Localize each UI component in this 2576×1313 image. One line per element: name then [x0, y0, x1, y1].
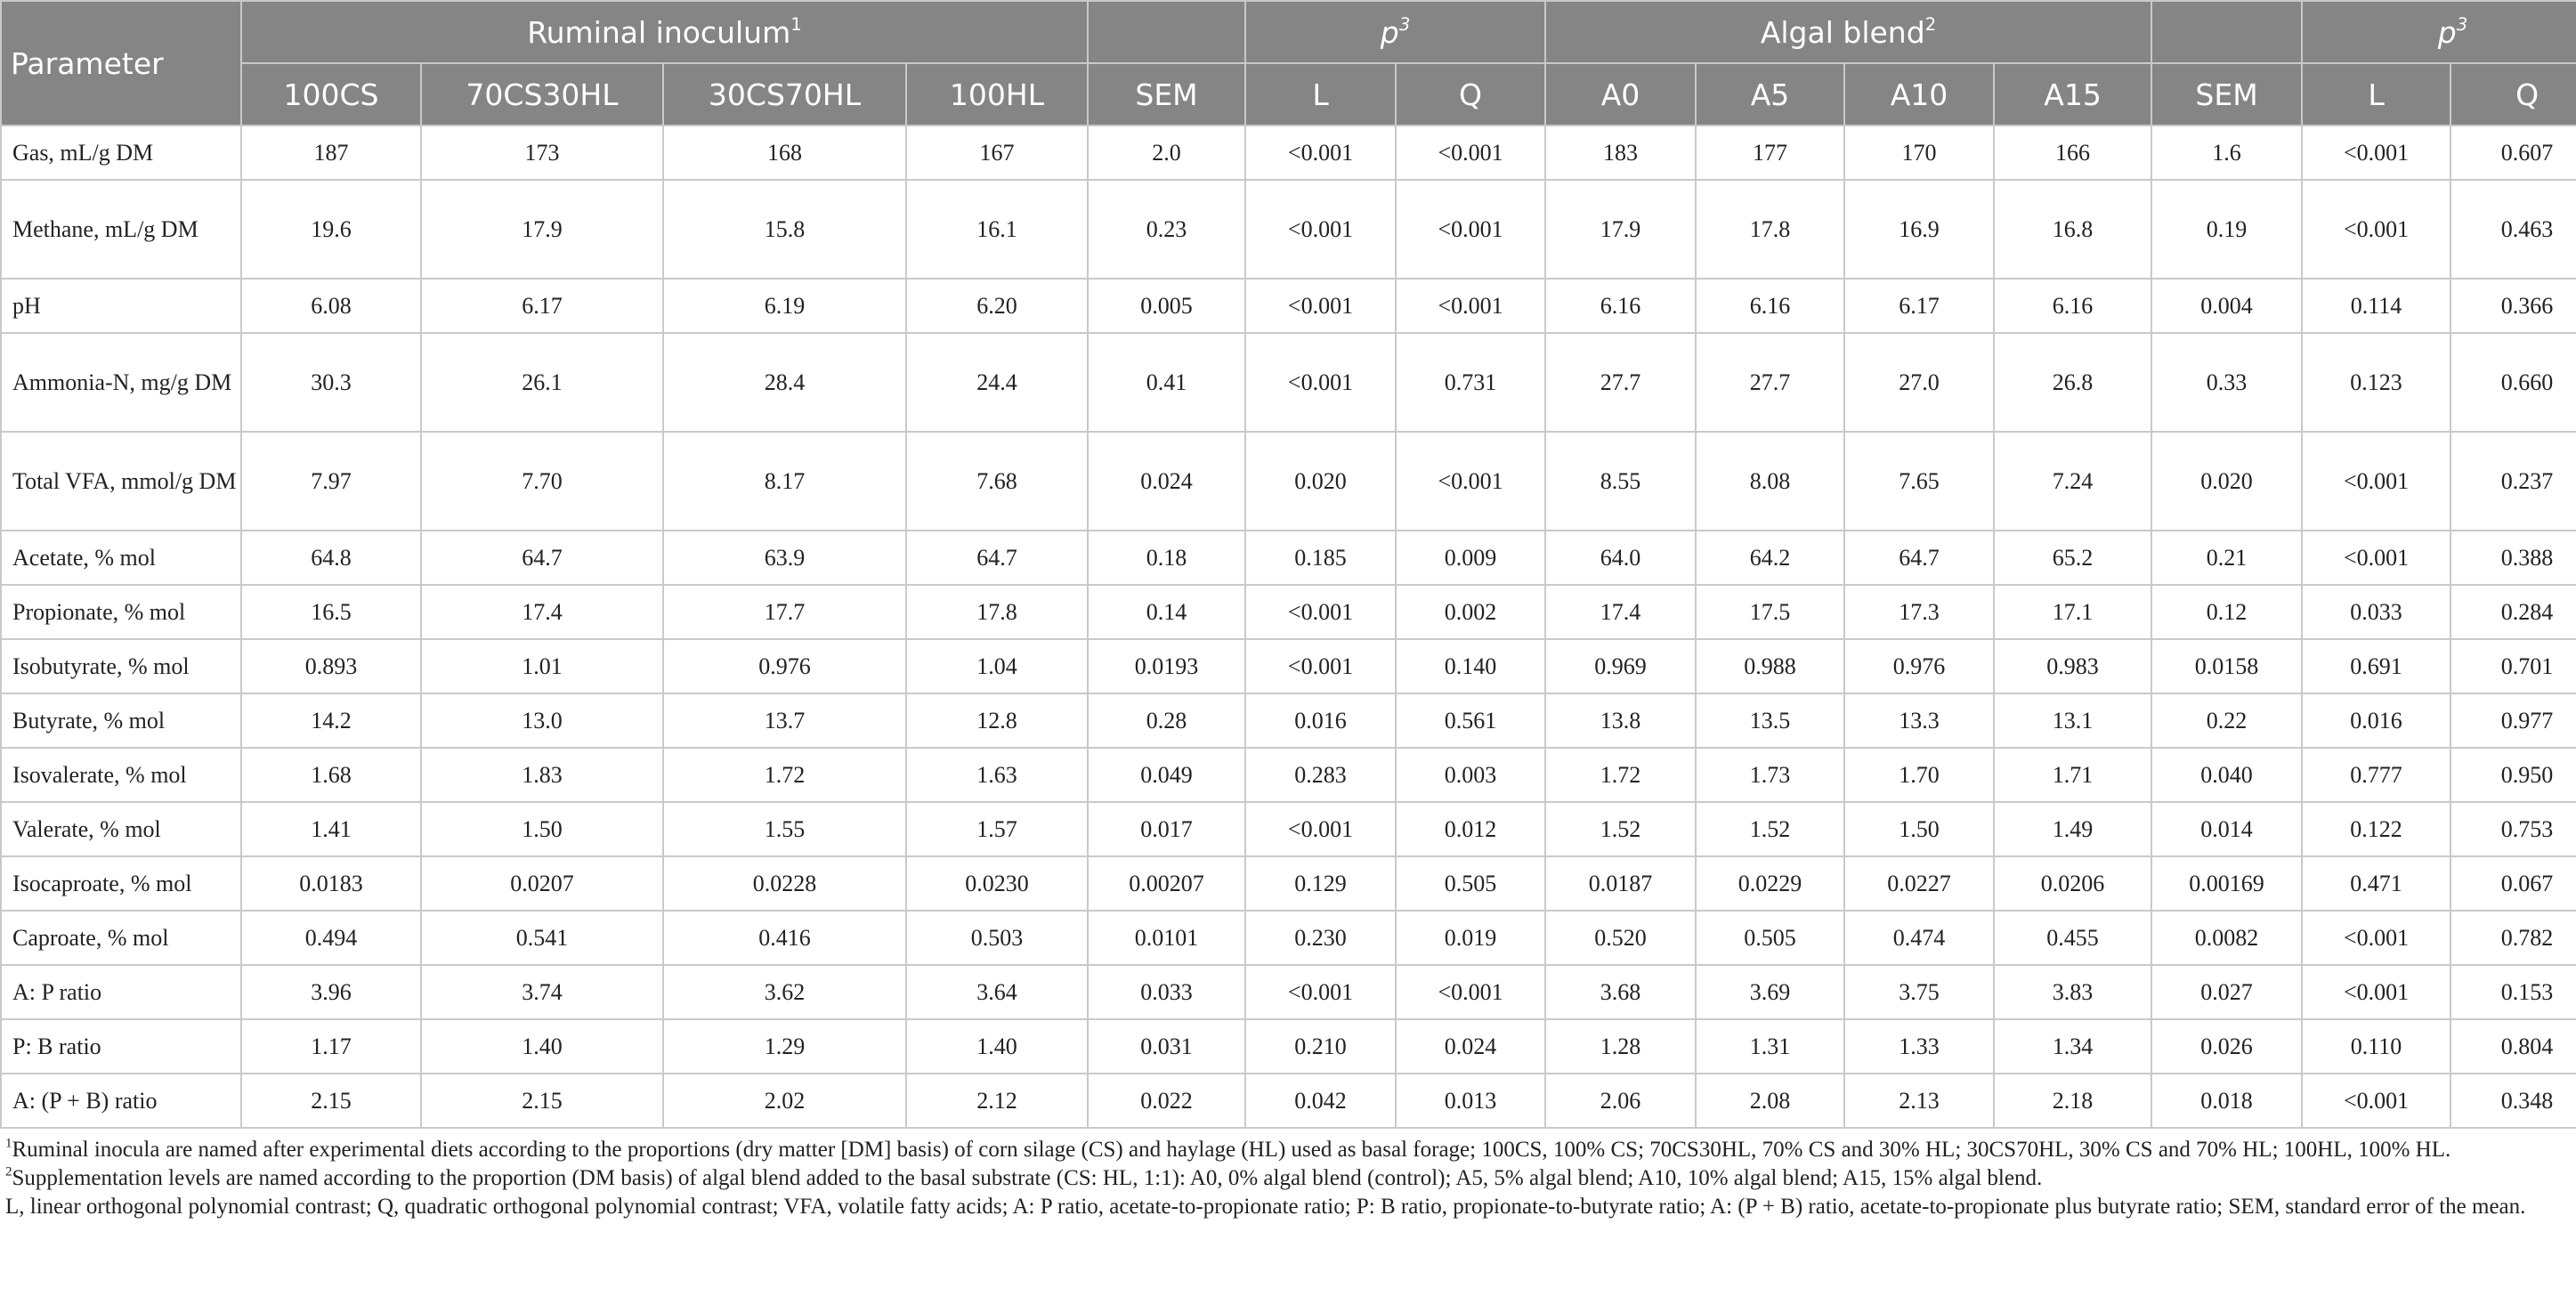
- table-cell: 0.660: [2450, 333, 2576, 432]
- table-cell: 2.18: [1994, 1074, 2151, 1128]
- table-cell: 0.782: [2450, 911, 2576, 965]
- table-cell: <0.001: [1245, 802, 1396, 856]
- table-row: [1, 279, 2576, 333]
- column-header: A0: [1545, 63, 1696, 126]
- table-cell: 19.6: [241, 180, 421, 279]
- table-cell: 64.7: [421, 531, 663, 585]
- table-cell: 1.68: [241, 748, 421, 802]
- table-cell: 0.040: [2151, 748, 2302, 802]
- table-cell: 0.185: [1245, 531, 1396, 585]
- table-cell: 16.9: [1844, 180, 1994, 279]
- table-cell: 0.210: [1245, 1019, 1396, 1074]
- table-cell: 0.777: [2302, 748, 2450, 802]
- column-header: 70CS30HL: [421, 63, 663, 126]
- table-row: [1, 531, 2576, 585]
- table-cell: 0.0206: [1994, 856, 2151, 911]
- table-cell: 0.983: [1994, 639, 2151, 693]
- table-cell: 166: [1994, 126, 2151, 180]
- table-cell: 17.8: [906, 585, 1088, 639]
- table-cell: 0.12: [2151, 585, 2302, 639]
- table-cell: 64.7: [1844, 531, 1994, 585]
- table-cell: 0.284: [2450, 585, 2576, 639]
- column-header: Q: [1396, 63, 1545, 126]
- table-cell: 0.031: [1088, 1019, 1245, 1074]
- table-cell: 6.17: [1844, 279, 1994, 333]
- table-cell: 0.129: [1245, 856, 1396, 911]
- table-cell: 27.0: [1844, 333, 1994, 432]
- table-cell: 64.2: [1696, 531, 1844, 585]
- row-label: Butyrate, % mol: [1, 693, 241, 748]
- table-cell: 0.012: [1396, 802, 1545, 856]
- table-cell: 0.19: [2151, 180, 2302, 279]
- table-cell: 0.017: [1088, 802, 1245, 856]
- table-cell: 1.72: [1545, 748, 1696, 802]
- table-cell: 8.08: [1696, 432, 1844, 531]
- table-cell: 0.541: [421, 911, 663, 965]
- row-label: Isocaproate, % mol: [1, 856, 241, 911]
- table-cell: 16.8: [1994, 180, 2151, 279]
- column-header: A15: [1994, 63, 2151, 126]
- table-row: [1, 856, 2576, 911]
- table-cell: 0.122: [2302, 802, 2450, 856]
- table-cell: 0.691: [2302, 639, 2450, 693]
- table-cell: 26.1: [421, 333, 663, 432]
- table-cell: 0.0183: [241, 856, 421, 911]
- table-cell: 0.348: [2450, 1074, 2576, 1128]
- footnote-3: L, linear orthogonal polynomial contrast; Q, quadratic orthogonal polynomial contrast; VFA, volatile fatty acids; A: P ratio, acetate-to-propionate ratio; P: B ratio, propionate-to-butyrate ratio; A: (P + B) ratio, acetate-to-propionate plus butyrate ratio; SEM, standard error of the mean.: [5, 1195, 2526, 1219]
- table-cell: 7.97: [241, 432, 421, 531]
- table-cell: <0.001: [1245, 639, 1396, 693]
- table-cell: 3.64: [906, 965, 1088, 1019]
- column-header: SEM: [1088, 63, 1245, 126]
- table-cell: 63.9: [663, 531, 906, 585]
- row-label: A: P ratio: [1, 965, 241, 1019]
- table-cell: 7.68: [906, 432, 1088, 531]
- table-cell: 0.520: [1545, 911, 1696, 965]
- table-cell: 0.0193: [1088, 639, 1245, 693]
- table-cell: 0.22: [2151, 693, 2302, 748]
- table-row: [1, 126, 2576, 180]
- row-label: P: B ratio: [1, 1019, 241, 1074]
- table-cell: 1.50: [1844, 802, 1994, 856]
- table-cell: <0.001: [1396, 180, 1545, 279]
- footnotes: [0, 1129, 2571, 1221]
- table-cell: 187: [241, 126, 421, 180]
- table-cell: 0.110: [2302, 1019, 2450, 1074]
- table-row: [1, 432, 2576, 531]
- table-cell: 0.022: [1088, 1074, 1245, 1128]
- table-cell: 0.366: [2450, 279, 2576, 333]
- table-cell: 6.08: [241, 279, 421, 333]
- footnote-2: $^2$Supplementation levels are named according to the proportion (DM basis) of algal blend added to the basal substrate (CS: HL, 1:1): A0, 0% algal blend (control); A5, 5% algal blend; A10, 10% algal blend; A15, 15% algal blend.: [5, 1164, 2043, 1190]
- table-cell: <0.001: [2302, 1074, 2450, 1128]
- table-cell: 13.7: [663, 693, 906, 748]
- column-header: L: [1245, 63, 1396, 126]
- table-cell: 1.01: [421, 639, 663, 693]
- table-row: [1, 1074, 2576, 1128]
- table-cell: 27.7: [1545, 333, 1696, 432]
- table-cell: 0.0228: [663, 856, 906, 911]
- table-cell: 6.20: [906, 279, 1088, 333]
- table-cell: 17.5: [1696, 585, 1844, 639]
- table-cell: 0.701: [2450, 639, 2576, 693]
- table-cell: 3.74: [421, 965, 663, 1019]
- table-cell: 1.33: [1844, 1019, 1994, 1074]
- row-label: Valerate, % mol: [1, 802, 241, 856]
- table-cell: 2.13: [1844, 1074, 1994, 1128]
- table-cell: 0.28: [1088, 693, 1245, 748]
- table-cell: 0.019: [1396, 911, 1545, 965]
- table-row: [1, 1019, 2576, 1074]
- table-cell: 0.505: [1396, 856, 1545, 911]
- table-cell: 1.29: [663, 1019, 906, 1074]
- table-cell: 6.16: [1994, 279, 2151, 333]
- table-row: [1, 965, 2576, 1019]
- row-label: Total VFA, mmol/g DM: [1, 432, 241, 531]
- table-cell: 1.52: [1696, 802, 1844, 856]
- table-cell: 0.020: [2151, 432, 2302, 531]
- table-cell: 167: [906, 126, 1088, 180]
- table-cell: 13.0: [421, 693, 663, 748]
- table-cell: 0.893: [241, 639, 421, 693]
- table-cell: 2.12: [906, 1074, 1088, 1128]
- table-cell: 1.31: [1696, 1019, 1844, 1074]
- column-header: A5: [1696, 63, 1844, 126]
- table-cell: 3.68: [1545, 965, 1696, 1019]
- table-cell: 0.00207: [1088, 856, 1245, 911]
- table-cell: 2.08: [1696, 1074, 1844, 1128]
- table-cell: 0.013: [1396, 1074, 1545, 1128]
- table-row: [1, 333, 2576, 432]
- table-cell: <0.001: [1396, 279, 1545, 333]
- table-row: [1, 585, 2576, 639]
- table-cell: 17.3: [1844, 585, 1994, 639]
- table-cell: 0.014: [2151, 802, 2302, 856]
- table-cell: 16.1: [906, 180, 1088, 279]
- table-cell: 0.976: [1844, 639, 1994, 693]
- table-cell: 0.024: [1088, 432, 1245, 531]
- table-cell: 1.17: [241, 1019, 421, 1074]
- row-label: Caproate, % mol: [1, 911, 241, 965]
- table-row: [1, 639, 2576, 693]
- table-cell: 17.4: [1545, 585, 1696, 639]
- table-cell: 0.494: [241, 911, 421, 965]
- table-cell: 13.1: [1994, 693, 2151, 748]
- table-cell: 3.62: [663, 965, 906, 1019]
- table-cell: 28.4: [663, 333, 906, 432]
- table-cell: 0.153: [2450, 965, 2576, 1019]
- table-cell: 0.027: [2151, 965, 2302, 1019]
- table-cell: 0.123: [2302, 333, 2450, 432]
- table-cell: 0.018: [2151, 1074, 2302, 1128]
- column-header: 30CS70HL: [663, 63, 906, 126]
- table-cell: 6.17: [421, 279, 663, 333]
- table-cell: 0.976: [663, 639, 906, 693]
- table-cell: 13.8: [1545, 693, 1696, 748]
- table-cell: 15.8: [663, 180, 906, 279]
- table-cell: <0.001: [1396, 432, 1545, 531]
- table-cell: 0.18: [1088, 531, 1245, 585]
- table-cell: <0.001: [1396, 126, 1545, 180]
- table-cell: 17.9: [1545, 180, 1696, 279]
- table-cell: 16.5: [241, 585, 421, 639]
- table-cell: 0.002: [1396, 585, 1545, 639]
- table-cell: 0.950: [2450, 748, 2576, 802]
- table-cell: 0.988: [1696, 639, 1844, 693]
- table-cell: 0.0082: [2151, 911, 2302, 965]
- row-label: pH: [1, 279, 241, 333]
- table-cell: 1.40: [421, 1019, 663, 1074]
- table-cell: 183: [1545, 126, 1696, 180]
- table-cell: 17.1: [1994, 585, 2151, 639]
- table-row: [1, 911, 2576, 965]
- column-header: 100HL: [906, 63, 1088, 126]
- table-cell: 0.21: [2151, 531, 2302, 585]
- table-cell: 1.83: [421, 748, 663, 802]
- table-cell: 3.83: [1994, 965, 2151, 1019]
- table-header: [1, 1, 2576, 126]
- column-header: Q: [2450, 63, 2576, 126]
- table-cell: 64.7: [906, 531, 1088, 585]
- table-cell: 0.505: [1696, 911, 1844, 965]
- table-cell: 64.0: [1545, 531, 1696, 585]
- table-cell: 3.69: [1696, 965, 1844, 1019]
- table-cell: 0.455: [1994, 911, 2151, 965]
- table-cell: 1.71: [1994, 748, 2151, 802]
- sem-group-blank: [1088, 1, 1245, 63]
- table-cell: 8.55: [1545, 432, 1696, 531]
- table-cell: 0.009: [1396, 531, 1545, 585]
- row-label: Gas, mL/g DM: [1, 126, 241, 180]
- row-label: Propionate, % mol: [1, 585, 241, 639]
- table-cell: 168: [663, 126, 906, 180]
- table-cell: <0.001: [2302, 965, 2450, 1019]
- table-cell: 0.731: [1396, 333, 1545, 432]
- table-cell: 0.41: [1088, 333, 1245, 432]
- table-cell: 17.8: [1696, 180, 1844, 279]
- table-body: [1, 126, 2576, 1128]
- table-cell: 3.96: [241, 965, 421, 1019]
- table-cell: 0.140: [1396, 639, 1545, 693]
- algal-group-header: Algal blend$^2$: [1545, 1, 2151, 63]
- table-cell: 6.16: [1696, 279, 1844, 333]
- table-cell: 0.474: [1844, 911, 1994, 965]
- table-cell: 3.75: [1844, 965, 1994, 1019]
- row-label: Acetate, % mol: [1, 531, 241, 585]
- table-cell: 0.471: [2302, 856, 2450, 911]
- table-cell: 7.70: [421, 432, 663, 531]
- table-cell: 1.04: [906, 639, 1088, 693]
- table-cell: 0.004: [2151, 279, 2302, 333]
- table-cell: 0.503: [906, 911, 1088, 965]
- table-cell: 1.72: [663, 748, 906, 802]
- table-cell: 0.067: [2450, 856, 2576, 911]
- table-cell: <0.001: [1245, 965, 1396, 1019]
- table-cell: 17.4: [421, 585, 663, 639]
- table-cell: 0.23: [1088, 180, 1245, 279]
- table-cell: 0.33: [2151, 333, 2302, 432]
- table-cell: 17.7: [663, 585, 906, 639]
- table-cell: 0.0227: [1844, 856, 1994, 911]
- table-cell: 2.0: [1088, 126, 1245, 180]
- table-cell: 1.52: [1545, 802, 1696, 856]
- table-cell: 6.19: [663, 279, 906, 333]
- table-cell: 0.977: [2450, 693, 2576, 748]
- table-cell: 0.003: [1396, 748, 1545, 802]
- table-cell: 30.3: [241, 333, 421, 432]
- table-row: [1, 693, 2576, 748]
- footnote-1: $^1$Ruminal inocula are named after experimental diets according to the proportions (dry matter [DM] basis) of corn silage (CS) and haylage (HL) used as basal forage; 100CS, 100% CS; 70CS30HL, 70% CS and 30% HL; 30CS70HL, 30% CS and 70% HL; 100HL, 100% HL.: [5, 1136, 2451, 1162]
- sem-group-blank-2: [2151, 1, 2302, 63]
- table-cell: 0.463: [2450, 180, 2576, 279]
- table-cell: 0.016: [2302, 693, 2450, 748]
- row-label: Isobutyrate, % mol: [1, 639, 241, 693]
- table-cell: 1.40: [906, 1019, 1088, 1074]
- p-group-header-algal: $p^3$: [2302, 1, 2576, 63]
- table-cell: 8.17: [663, 432, 906, 531]
- column-header: L: [2302, 63, 2450, 126]
- table-cell: 26.8: [1994, 333, 2151, 432]
- table-cell: <0.001: [1245, 585, 1396, 639]
- table-cell: 2.15: [241, 1074, 421, 1128]
- table-cell: 1.6: [2151, 126, 2302, 180]
- table-cell: 0.016: [1245, 693, 1396, 748]
- table-cell: 0.042: [1245, 1074, 1396, 1128]
- table-cell: 24.4: [906, 333, 1088, 432]
- table-cell: 0.0207: [421, 856, 663, 911]
- table-cell: 1.34: [1994, 1019, 2151, 1074]
- table-cell: 14.2: [241, 693, 421, 748]
- table-cell: <0.001: [2302, 432, 2450, 531]
- table-cell: 0.0187: [1545, 856, 1696, 911]
- p-group-header-inoculum: $p^3$: [1245, 1, 1545, 63]
- table-cell: 13.5: [1696, 693, 1844, 748]
- table-cell: 1.55: [663, 802, 906, 856]
- table-cell: 64.8: [241, 531, 421, 585]
- table-cell: 1.63: [906, 748, 1088, 802]
- column-header: A10: [1844, 63, 1994, 126]
- table-cell: 1.41: [241, 802, 421, 856]
- table-row: [1, 748, 2576, 802]
- table-cell: 12.8: [906, 693, 1088, 748]
- table-cell: 0.753: [2450, 802, 2576, 856]
- table-cell: 0.026: [2151, 1019, 2302, 1074]
- table-cell: 1.28: [1545, 1019, 1696, 1074]
- table-cell: <0.001: [2302, 126, 2450, 180]
- table-cell: 1.70: [1844, 748, 1994, 802]
- table-cell: 0.024: [1396, 1019, 1545, 1074]
- table-cell: 0.561: [1396, 693, 1545, 748]
- column-header-row: [1, 63, 2576, 126]
- table-cell: 0.0158: [2151, 639, 2302, 693]
- table-cell: 6.16: [1545, 279, 1696, 333]
- table-cell: 0.14: [1088, 585, 1245, 639]
- table-row: [1, 802, 2576, 856]
- table-cell: 173: [421, 126, 663, 180]
- table-cell: 0.804: [2450, 1019, 2576, 1074]
- table-cell: 13.3: [1844, 693, 1994, 748]
- table-cell: 0.230: [1245, 911, 1396, 965]
- table-cell: <0.001: [1245, 279, 1396, 333]
- column-header: 100CS: [241, 63, 421, 126]
- parameter-header: Parameter: [1, 1, 241, 126]
- table-cell: 0.237: [2450, 432, 2576, 531]
- table-cell: 2.02: [663, 1074, 906, 1128]
- table-cell: 0.049: [1088, 748, 1245, 802]
- table-cell: 170: [1844, 126, 1994, 180]
- table-cell: 0.283: [1245, 748, 1396, 802]
- row-label: Ammonia-N, mg/g DM: [1, 333, 241, 432]
- table-cell: 0.0229: [1696, 856, 1844, 911]
- table-cell: 27.7: [1696, 333, 1844, 432]
- table-cell: 0.416: [663, 911, 906, 965]
- table-cell: <0.001: [2302, 180, 2450, 279]
- table-cell: <0.001: [2302, 531, 2450, 585]
- table-row: [1, 180, 2576, 279]
- table-cell: <0.001: [1245, 180, 1396, 279]
- table-cell: 0.033: [2302, 585, 2450, 639]
- table-cell: <0.001: [1245, 333, 1396, 432]
- table-cell: <0.001: [2302, 911, 2450, 965]
- row-label: Methane, mL/g DM: [1, 180, 241, 279]
- table-cell: 2.15: [421, 1074, 663, 1128]
- row-label: Isovalerate, % mol: [1, 748, 241, 802]
- table-cell: 177: [1696, 126, 1844, 180]
- table-cell: 0.00169: [2151, 856, 2302, 911]
- table-cell: 0.005: [1088, 279, 1245, 333]
- table-cell: 0.0230: [906, 856, 1088, 911]
- table-cell: 0.388: [2450, 531, 2576, 585]
- table-cell: 0.607: [2450, 126, 2576, 180]
- column-header: SEM: [2151, 63, 2302, 126]
- table-cell: 7.24: [1994, 432, 2151, 531]
- table-cell: 0.114: [2302, 279, 2450, 333]
- table-cell: 65.2: [1994, 531, 2151, 585]
- table-cell: 17.9: [421, 180, 663, 279]
- table-cell: 1.49: [1994, 802, 2151, 856]
- table-cell: 1.57: [906, 802, 1088, 856]
- table-cell: 1.73: [1696, 748, 1844, 802]
- table-cell: 0.020: [1245, 432, 1396, 531]
- table-cell: 2.06: [1545, 1074, 1696, 1128]
- inoculum-group-header: Ruminal inoculum$^1$: [241, 1, 1088, 63]
- row-label: A: (P + B) ratio: [1, 1074, 241, 1128]
- table-cell: 0.969: [1545, 639, 1696, 693]
- table-cell: 0.033: [1088, 965, 1245, 1019]
- table-cell: 7.65: [1844, 432, 1994, 531]
- table-cell: <0.001: [1396, 965, 1545, 1019]
- table-cell: <0.001: [1245, 126, 1396, 180]
- table-cell: 1.50: [421, 802, 663, 856]
- table-cell: 0.0101: [1088, 911, 1245, 965]
